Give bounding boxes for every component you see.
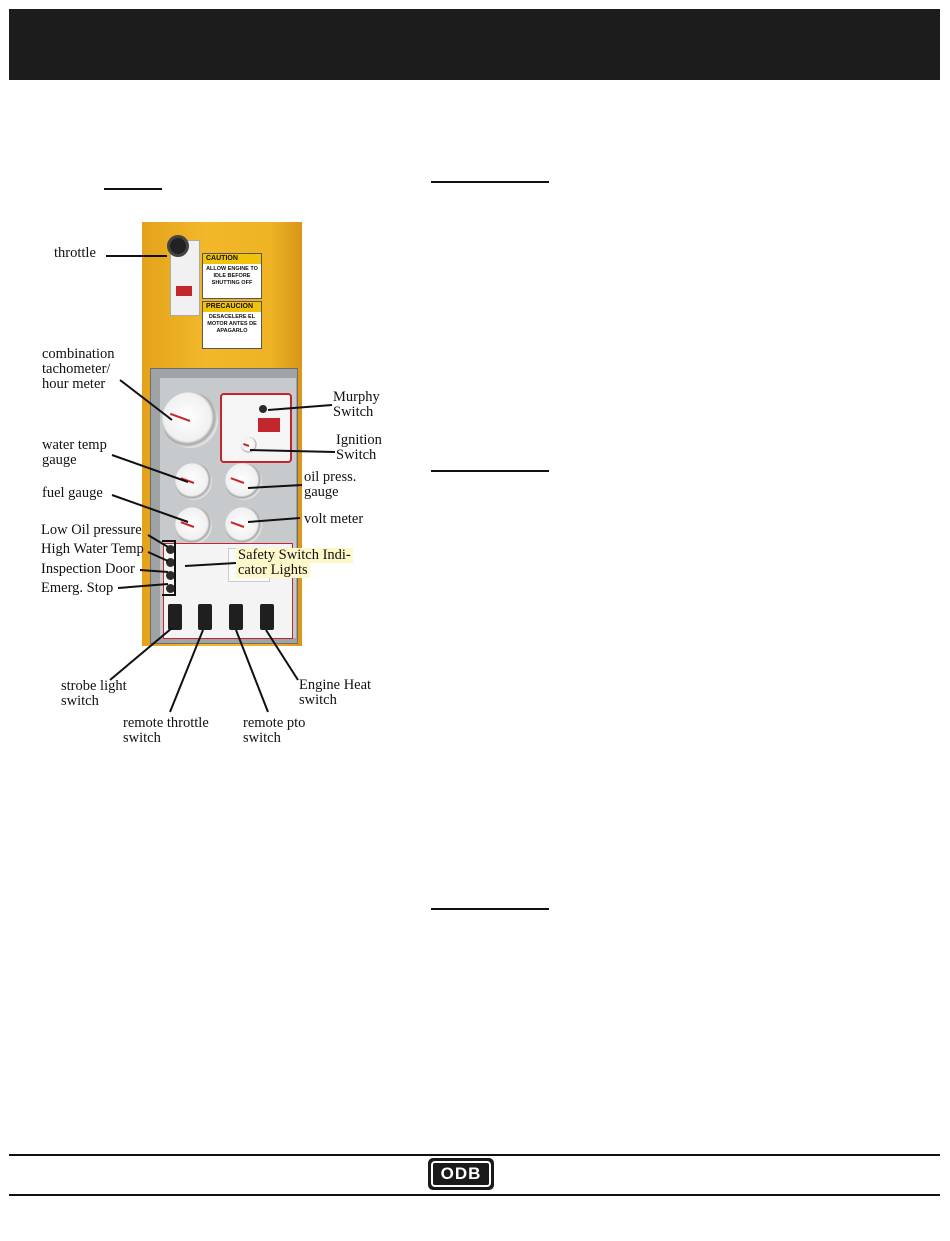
label-safety-lights-1: Safety Switch Indi- — [238, 547, 351, 563]
leader-low-oil — [148, 535, 168, 547]
label-fuel-gauge: fuel gauge — [42, 485, 103, 501]
leader-engine-heat — [266, 630, 298, 680]
label-water-temp-2: gauge — [42, 452, 77, 468]
odb-logo-text: ODB — [431, 1161, 491, 1187]
label-low-oil: Low Oil pressure — [41, 522, 142, 538]
label-engine-heat-2: switch — [299, 692, 337, 708]
leader-safety-lights — [185, 563, 236, 566]
label-high-water: High Water Temp — [41, 541, 144, 557]
precaucion-title: PRECAUCION — [203, 302, 261, 312]
label-combination-1: combination — [42, 346, 115, 362]
label-engine-heat-1: Engine Heat — [299, 677, 372, 693]
label-inspection-door: Inspection Door — [41, 561, 135, 577]
caution-body: ALLOW ENGINE TO IDLE BEFORE SHUTTING OFF — [206, 266, 258, 286]
leader-inspection — [140, 570, 168, 572]
leader-high-water — [148, 552, 168, 561]
leader-oil-press — [248, 485, 302, 488]
footer-rule-top — [9, 1154, 940, 1156]
label-combination-3: hour meter — [42, 376, 106, 392]
label-safety-lights-2: cator Lights — [238, 562, 308, 578]
label-emerg-stop: Emerg. Stop — [41, 580, 114, 596]
leader-murphy — [268, 405, 332, 410]
leader-remote-pto — [236, 630, 268, 712]
leader-remote-throttle — [170, 630, 203, 712]
label-remote-throttle-1: remote throttle — [123, 715, 209, 731]
label-strobe-2: switch — [61, 693, 99, 709]
label-oil-press-1: oil press. — [304, 469, 357, 485]
label-water-temp-1: water temp — [42, 437, 107, 453]
label-remote-throttle-2: switch — [123, 730, 161, 746]
footer-rule-bottom — [9, 1194, 940, 1196]
label-murphy-1: Murphy — [333, 389, 380, 405]
leader-tachometer — [120, 380, 172, 420]
label-remote-pto-1: remote pto — [243, 715, 306, 731]
label-volt-meter: volt meter — [304, 511, 364, 527]
label-throttle: throttle — [54, 245, 96, 261]
leader-emerg — [118, 584, 168, 588]
label-murphy-2: Switch — [333, 404, 374, 420]
precaucion-body: DESACELERE EL MOTOR ANTES DE APAGARLO — [207, 314, 257, 334]
label-ignition-1: Ignition — [336, 432, 382, 448]
label-ignition-2: Switch — [336, 447, 377, 463]
label-oil-press-2: gauge — [304, 484, 339, 500]
leader-fuel — [112, 495, 188, 522]
label-combination-2: tachometer/ — [42, 361, 111, 377]
leader-ignition — [250, 450, 335, 452]
label-strobe-1: strobe light — [61, 678, 127, 694]
label-remote-pto-2: switch — [243, 730, 281, 746]
odb-logo — [428, 1158, 494, 1190]
leader-volt — [248, 518, 300, 522]
leader-water-temp — [112, 455, 188, 482]
leader-strobe — [110, 628, 172, 680]
caution-title: CAUTION — [203, 254, 261, 264]
